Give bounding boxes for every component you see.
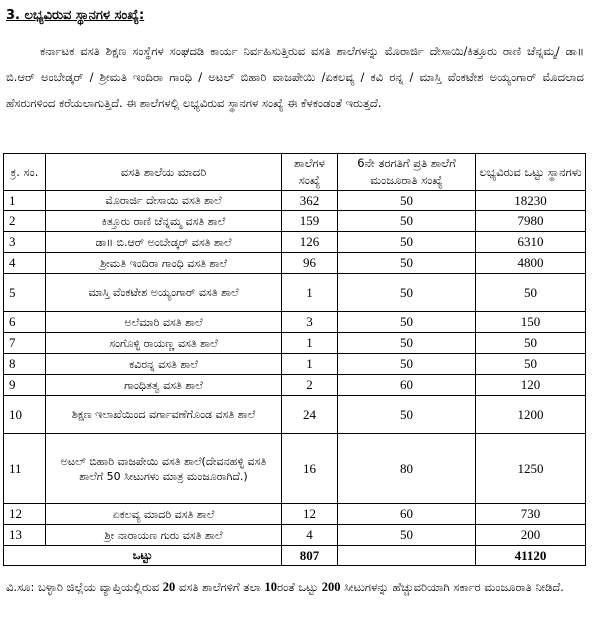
note-school-count: 20 bbox=[162, 580, 176, 594]
cell-school-count: 1 bbox=[282, 333, 338, 354]
cell-school-type: ಅಲೆಮಾರಿ ವಸತಿ ಶಾಲೆ bbox=[46, 312, 282, 333]
cell-school-count: 4 bbox=[282, 525, 338, 546]
table-row bbox=[4, 232, 586, 253]
cell-sl-no: 8 bbox=[4, 354, 46, 375]
table-header bbox=[4, 154, 586, 191]
cell-school-type: ಕವಿರನ್ನ ವಸತಿ ಶಾಲೆ bbox=[46, 354, 282, 375]
cell-school-count: 12 bbox=[282, 504, 338, 525]
cell-available: 1200 bbox=[476, 396, 586, 434]
cell-sanctioned: 80 bbox=[338, 434, 476, 504]
intro-text: ಕರ್ನಾಟಕ ವಸತಿ ಶಿಕ್ಷಣ ಸಂಸ್ಥೆಗಳ ಸಂಘದಡಿ ಕಾರ್ಯ ನಿರ್ವಹಿಸುತ್ತಿರುವ ವಸತಿ ಶಾಲೆಗಳನ್ನು ಮೊರಾರ್ಜಿ ದೇಸಾಯಿ/ಕಿತ್ತೂರು ರಾಣಿ ಚೆನ್ನಮ್ಮ/ ಡಾ॥ ಬಿ.ಆರ್ ಅಂಬೇಡ್ಕರ್ / ಶ್ರೀಮತಿ ಇಂದಿರಾ ಗಾಂಧಿ / ಅಟಲ್ ಬಿಹಾರಿ ವಾಜಪೇಯಿ /ಏಕಲವ್ಯ / ಕವಿ ರನ್ನ / ಮಾಸ್ತಿ ವೆಂಕಟೇಶ ಅಯ್ಯಂಗಾರ್ ಮೊದಲಾದ ಹೆಸರುಗಳಿಂದ ಕರೆಯಲಾಗುತ್ತಿದೆ. ಈ ಶಾಲೆಗಳಲ್ಲಿ ಲಭ್ಯವಿರುವ ಸ್ಥಾನಗಳ ಸಂಖ್ಯೆ ಈ ಕೆಳಕಂಡಂತೆ ಇರುತ್ತದೆ. bbox=[6, 44, 584, 110]
cell-available: 18230 bbox=[476, 191, 586, 211]
note-middle2: ರಂತೆ ಒಟ್ಟು bbox=[277, 580, 319, 594]
table-row bbox=[4, 525, 586, 546]
table-row bbox=[4, 191, 586, 211]
table-row bbox=[4, 253, 586, 274]
cell-sanctioned: 50 bbox=[338, 232, 476, 253]
cell-sanctioned: 50 bbox=[338, 211, 476, 232]
table-row bbox=[4, 333, 586, 354]
table-row bbox=[4, 434, 586, 504]
note-middle: ವಸತಿ ಶಾಲೆಗಳಿಗೆ ತಲಾ bbox=[178, 580, 261, 594]
cell-sl-no: 3 bbox=[4, 232, 46, 253]
cell-school-count: 3 bbox=[282, 312, 338, 333]
table-row bbox=[4, 274, 586, 312]
header-sanctioned-per-school: 6ನೇ ತರಗತಿಗೆ ಪ್ರತಿ ಶಾಲೆಗೆ ಮಂಜೂರಾತಿ ಸಂಖ್ಯೆ bbox=[338, 154, 476, 191]
total-school-count: 807 bbox=[282, 546, 338, 566]
total-available-seats: 41120 bbox=[476, 546, 586, 566]
table-row bbox=[4, 211, 586, 232]
cell-school-type: ಸಂಗೊಳ್ಳಿ ರಾಯಣ್ಣ ವಸತಿ ಶಾಲೆ bbox=[46, 333, 282, 354]
cell-school-type: ಶ್ರೀ ನಾರಾಯಣ ಗುರು ವಸತಿ ಶಾಲೆ bbox=[46, 525, 282, 546]
total-label: ಒಟ್ಟು bbox=[4, 546, 282, 566]
cell-school-count: 126 bbox=[282, 232, 338, 253]
note-suffix: ಸೀಟುಗಳನ್ನು ಹೆಚ್ಚುವರಿಯಾಗಿ ಸರ್ಕಾರ ಮಂಜೂರಾತಿ ನೀಡಿದೆ. bbox=[344, 580, 564, 594]
total-sanctioned-empty bbox=[338, 546, 476, 566]
cell-sanctioned: 50 bbox=[338, 274, 476, 312]
cell-sl-no: 7 bbox=[4, 333, 46, 354]
note-total-seats: 200 bbox=[321, 580, 341, 594]
cell-available: 6310 bbox=[476, 232, 586, 253]
cell-sanctioned: 50 bbox=[338, 396, 476, 434]
cell-school-count: 24 bbox=[282, 396, 338, 434]
cell-sl-no: 6 bbox=[4, 312, 46, 333]
cell-school-count: 16 bbox=[282, 434, 338, 504]
seats-table bbox=[3, 153, 586, 566]
cell-school-type: ಡಾ॥ ಬಿ.ಆರ್ ಅಂಬೇಡ್ಕರ್ ವಸತಿ ಶಾಲೆ bbox=[46, 232, 282, 253]
table-row bbox=[4, 354, 586, 375]
cell-available: 200 bbox=[476, 525, 586, 546]
cell-school-count: 96 bbox=[282, 253, 338, 274]
cell-available: 120 bbox=[476, 375, 586, 396]
cell-sl-no: 9 bbox=[4, 375, 46, 396]
cell-sl-no: 2 bbox=[4, 211, 46, 232]
cell-sl-no: 11 bbox=[4, 434, 46, 504]
table-row bbox=[4, 504, 586, 525]
cell-sanctioned: 50 bbox=[338, 191, 476, 211]
table-row bbox=[4, 396, 586, 434]
cell-school-count: 1 bbox=[282, 274, 338, 312]
cell-available: 1250 bbox=[476, 434, 586, 504]
note-prefix: ವಿ.ಸೂ: ಬಳ್ಳಾರಿ ಜಿಲ್ಲೆಯ ವ್ಯಾಪ್ತಿಯಲ್ಲಿರುವ bbox=[6, 580, 160, 594]
cell-school-count: 2 bbox=[282, 375, 338, 396]
cell-school-count: 362 bbox=[282, 191, 338, 211]
cell-sl-no: 5 bbox=[4, 274, 46, 312]
cell-sanctioned: 50 bbox=[338, 354, 476, 375]
cell-sanctioned: 60 bbox=[338, 504, 476, 525]
cell-available: 7980 bbox=[476, 211, 586, 232]
cell-available: 150 bbox=[476, 312, 586, 333]
intro-paragraph bbox=[6, 38, 584, 116]
cell-school-type: ಏಕಲವ್ಯ ಮಾದರಿ ವಸತಿ ಶಾಲೆ bbox=[46, 504, 282, 525]
cell-sanctioned: 50 bbox=[338, 312, 476, 333]
header-school-count: ಶಾಲೆಗಳ ಸಂಖ್ಯೆ bbox=[282, 154, 338, 191]
cell-available: 4800 bbox=[476, 253, 586, 274]
cell-available: 50 bbox=[476, 333, 586, 354]
cell-sl-no: 13 bbox=[4, 525, 46, 546]
header-available-seats: ಲಭ್ಯವಿರುವ ಒಟ್ಟು ಸ್ಥಾನಗಳು bbox=[476, 154, 586, 191]
cell-available: 50 bbox=[476, 354, 586, 375]
cell-school-type: ಮೊರಾರ್ಜಿ ದೇಸಾಯಿ ವಸತಿ ಶಾಲೆ bbox=[46, 191, 282, 211]
cell-school-count: 159 bbox=[282, 211, 338, 232]
note-seats-each: 10 bbox=[264, 580, 278, 594]
cell-sanctioned: 60 bbox=[338, 375, 476, 396]
cell-sanctioned: 50 bbox=[338, 333, 476, 354]
cell-sl-no: 10 bbox=[4, 396, 46, 434]
header-school-type: ವಸತಿ ಶಾಲೆಯ ಮಾದರಿ bbox=[46, 154, 282, 191]
cell-sl-no: 12 bbox=[4, 504, 46, 525]
cell-school-type: ಗಾಂಧಿತತ್ವ ವಸತಿ ಶಾಲೆ bbox=[46, 375, 282, 396]
header-row bbox=[4, 154, 586, 191]
cell-school-count: 1 bbox=[282, 354, 338, 375]
cell-available: 730 bbox=[476, 504, 586, 525]
cell-sanctioned: 50 bbox=[338, 253, 476, 274]
cell-school-type: ಮಾಸ್ತಿ ವೆಂಕಟೇಶ ಅಯ್ಯಂಗಾರ್ ವಸತಿ ಶಾಲೆ bbox=[46, 274, 282, 312]
header-sl-no: ಕ್ರ. ಸಂ. bbox=[4, 154, 46, 191]
cell-available: 50 bbox=[476, 274, 586, 312]
cell-sl-no: 4 bbox=[4, 253, 46, 274]
cell-school-type: ಕಿತ್ತೂರು ರಾಣಿ ಚೆನ್ನಮ್ಮ ವಸತಿ ಶಾಲೆ bbox=[46, 211, 282, 232]
footnote bbox=[6, 575, 584, 600]
cell-school-type: ಅಟಲ್ ಬಿಹಾರಿ ವಾಜಪೇಯಿ ವಸತಿ ಶಾಲೆ(ದೇವನಹಳ್ಳಿ ವಸತಿ ಶಾಲೆಗೆ 50 ಸೀಟುಗಳು ಮಾತ್ರ ಮಂಜೂರಾಗಿದೆ.) bbox=[46, 434, 282, 504]
table-row bbox=[4, 375, 586, 396]
cell-school-type: ಶಿಕ್ಷಣ ಇಲಾಖೆಯಿಂದ ವರ್ಗಾವಣೆಗೊಂಡ ವಸತಿ ಶಾಲೆ bbox=[46, 396, 282, 434]
section-heading: 3. ಲಭ್ಯವಿರುವ ಸ್ಥಾನಗಳ ಸಂಖ್ಯೆ: bbox=[6, 8, 145, 23]
table-row bbox=[4, 312, 586, 333]
table-body bbox=[4, 191, 586, 566]
cell-sl-no: 1 bbox=[4, 191, 46, 211]
cell-sanctioned: 50 bbox=[338, 525, 476, 546]
cell-school-type: ಶ್ರೀಮತಿ ಇಂದಿರಾ ಗಾಂಧಿ ವಸತಿ ಶಾಲೆ bbox=[46, 253, 282, 274]
total-row bbox=[4, 546, 586, 566]
